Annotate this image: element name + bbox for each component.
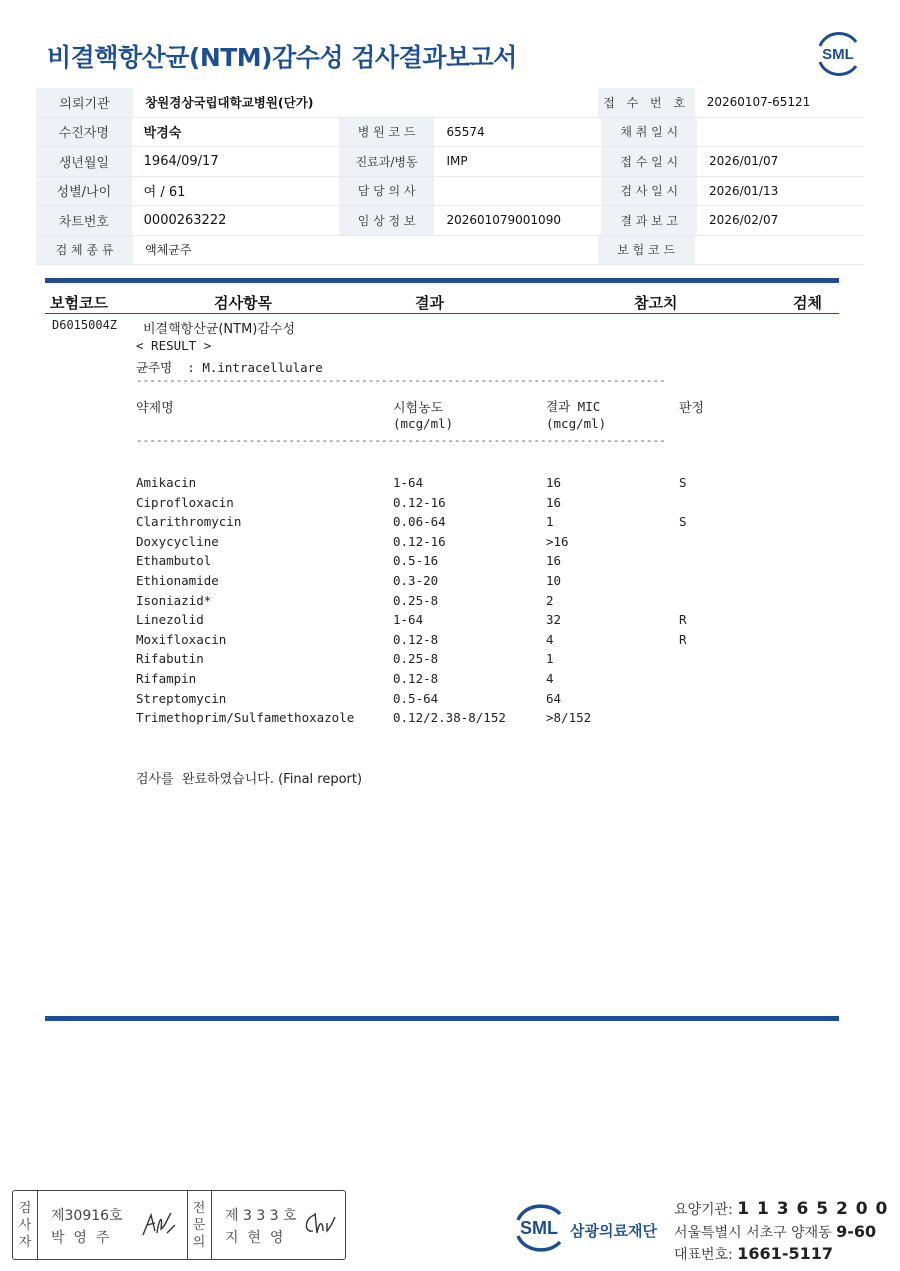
drug-mic-value: 16 [546, 475, 562, 490]
label-receipt-number: 접 수 번 호 [598, 88, 695, 117]
drug-row [136, 691, 736, 711]
drug-mic-value: >16 [546, 533, 569, 549]
drug-test-range: 0.06-64 [393, 514, 446, 530]
drug-test-range: 0.25-8 [393, 592, 439, 608]
phone-value: 1661-5117 [737, 1244, 833, 1263]
drug-mic-value: 10 [546, 573, 562, 588]
col-interpretation: 판정 [679, 401, 705, 416]
label-insurance-code: 보 험 코 드 [598, 236, 695, 265]
value-receipt-date: 2026/01/07 [709, 154, 779, 169]
sml-footer-logo-text: SML [520, 1218, 558, 1238]
drug-row [136, 632, 736, 652]
address [674, 1222, 876, 1242]
drug-name: Rifabutin [136, 651, 204, 667]
report-title: 비결핵항산균(NTM)감수성 검사결과보고서 [47, 43, 517, 72]
drug-interpretation: R [679, 612, 687, 628]
drug-row [136, 475, 736, 495]
label-patient-name: 수진자명 [36, 118, 132, 147]
drug-interpretation: S [679, 475, 687, 490]
specialist-license-number: 제 3 3 3 호 [225, 1208, 297, 1224]
info-row [36, 236, 864, 266]
specialist-signature [301, 1209, 337, 1239]
drug-mic-value: 16 [546, 553, 562, 569]
drug-mic-value: 4 [546, 631, 554, 647]
divider-bottom: -------------------------------------------------------------------------------- [136, 434, 666, 447]
drug-test-range: 0.3-20 [393, 573, 439, 588]
drug-name: Ciprofloxacin [136, 494, 234, 510]
label-collection-date: 채 취 일 시 [601, 118, 697, 147]
drug-row [136, 534, 736, 554]
col-test-range: 시험농도 [393, 401, 444, 416]
drug-name: Moxifloxacin [136, 631, 227, 647]
drug-test-range: 0.12-16 [393, 494, 446, 510]
drug-test-range: 0.12-16 [393, 533, 446, 549]
final-report-note: 검사를 완료하였습니다. (Final report) [136, 772, 363, 787]
phone-label: 대표번호: [674, 1247, 733, 1263]
col-mic: 결과 MIC [546, 399, 601, 414]
drug-mic-value: 64 [546, 690, 562, 706]
tester-label-char: 사 [18, 1217, 32, 1233]
drug-row [136, 671, 736, 691]
drug-test-range: 0.12-8 [393, 631, 439, 647]
drug-name: Ethionamide [136, 573, 219, 588]
drug-mic-value: >8/152 [546, 710, 592, 726]
address-number: 9-60 [836, 1222, 877, 1241]
col-drug-name: 약제명 [136, 401, 174, 416]
top-divider [45, 278, 839, 283]
label-specimen-type: 검 체 종 류 [36, 236, 133, 265]
value-chart-number: 0000263222 [143, 212, 227, 228]
drug-interpretation: S [679, 514, 687, 530]
specialist-label-char: 문 [192, 1217, 206, 1233]
drug-name: Ethambutol [136, 553, 212, 569]
drug-name: Doxycycline [136, 533, 219, 549]
specialist-label [187, 1191, 212, 1259]
value-insurance-code [695, 236, 864, 265]
value-hospital-code: 65574 [446, 124, 485, 139]
drug-row [136, 553, 736, 573]
col-header-reference: 참고치 [634, 294, 678, 312]
label-department: 진료과/병동 [339, 147, 435, 176]
value-specimen-type: 액체균주 [145, 243, 192, 258]
value-collection-date [697, 118, 864, 147]
tester-label [13, 1191, 38, 1259]
value-receipt-number: 20260107-65121 [706, 95, 811, 110]
tester-name: 박 영 주 [51, 1230, 110, 1246]
label-birth-date: 생년월일 [36, 147, 132, 176]
drug-test-range: 0.12/2.38-8/152 [393, 710, 506, 726]
tester-signature [141, 1209, 177, 1239]
tester-license-number: 제30916호 [51, 1208, 123, 1224]
drug-row [136, 651, 736, 671]
drug-name: Trimethoprim/Sulfamethoxazole [136, 710, 355, 726]
drug-test-range: 0.12-8 [393, 671, 439, 686]
foundation-name: 삼광의료재단 [570, 1222, 657, 1240]
drug-row [136, 593, 736, 613]
drug-test-range: 0.5-64 [393, 690, 439, 706]
specialist-cell [211, 1191, 343, 1259]
drug-row [136, 495, 736, 515]
value-report-date: 2026/02/07 [709, 213, 779, 228]
drug-name: Isoniazid* [136, 592, 212, 608]
info-row [36, 206, 864, 236]
label-clinical-info: 임 상 정 보 [339, 206, 435, 235]
drug-mic-value: 1 [546, 514, 554, 530]
label-receipt-date: 접 수 일 시 [601, 147, 697, 176]
result-code: D6015004Z [52, 318, 118, 332]
label-sex-age: 성별/나이 [36, 177, 132, 206]
drug-mic-value: 16 [546, 494, 562, 510]
col-header-test-item: 검사항목 [214, 294, 272, 312]
signature-box [12, 1190, 346, 1260]
drug-row [136, 514, 736, 534]
value-test-date: 2026/01/13 [709, 183, 779, 198]
header-underline [45, 313, 839, 314]
drug-name: Streptomycin [136, 690, 227, 706]
drug-mic-value: 32 [546, 612, 562, 628]
info-row [36, 88, 864, 118]
value-requesting-institution: 창원경상국립대학교병원(단가) [145, 95, 314, 111]
address-text: 서울특별시 서초구 양재동 [674, 1225, 832, 1241]
label-hospital-code: 병 원 코 드 [339, 118, 435, 147]
info-row [36, 147, 864, 177]
tester-label-char: 검 [18, 1200, 32, 1216]
value-birth-date: 1964/09/17 [143, 153, 219, 169]
organism-name: 균주명 : M.intracellulare [136, 360, 323, 375]
col-header-result: 결과 [415, 294, 444, 312]
col-header-insurance-code: 보험코드 [50, 294, 108, 312]
specialist-label-char: 의 [192, 1234, 206, 1250]
col-mic-unit: (mcg/ml) [546, 416, 607, 431]
drug-test-range: 0.5-16 [393, 553, 439, 569]
label-test-date: 검 사 일 시 [601, 177, 697, 206]
result-tag: < RESULT > [136, 338, 212, 353]
value-department: IMP [446, 154, 468, 169]
divider-top: -------------------------------------------------------------------------------- [136, 374, 666, 387]
specialist-label-char: 전 [192, 1200, 206, 1216]
tester-cell [37, 1191, 188, 1259]
sml-logo-text: SML [822, 46, 854, 63]
drug-name: Clarithromycin [136, 514, 242, 530]
drug-test-range: 0.25-8 [393, 651, 439, 667]
drug-row [136, 573, 736, 593]
drug-name: Amikacin [136, 475, 197, 490]
value-patient-name: 박경숙 [143, 126, 182, 142]
sml-footer-logo [510, 1200, 568, 1254]
label-physician: 담 당 의 사 [339, 177, 435, 206]
drug-name: Rifampin [136, 671, 197, 686]
result-test-name: 비결핵항산균(NTM)감수성 [143, 322, 296, 337]
value-sex-age: 여 / 61 [143, 185, 186, 201]
drug-mic-value: 2 [546, 592, 554, 608]
drug-interpretation: R [679, 631, 687, 647]
sml-logo [812, 28, 864, 78]
drug-row [136, 710, 736, 730]
drug-mic-value: 1 [546, 651, 554, 667]
drug-row [136, 612, 736, 632]
specialist-name: 지 현 영 [225, 1230, 284, 1246]
bottom-divider [45, 1016, 839, 1021]
drug-test-range: 1-64 [393, 475, 424, 490]
phone [674, 1244, 833, 1264]
drug-name: Linezolid [136, 612, 204, 628]
info-row [36, 118, 864, 148]
institution-code-value: 1 1 3 6 5 2 0 0 [737, 1199, 889, 1219]
drug-mic-value: 4 [546, 671, 554, 686]
col-test-range-unit: (mcg/ml) [393, 416, 454, 431]
tester-label-char: 자 [18, 1234, 32, 1250]
value-physician [434, 177, 601, 206]
info-row [36, 177, 864, 207]
label-report-date: 결 과 보 고 [601, 206, 697, 235]
col-header-specimen: 검체 [793, 294, 822, 312]
label-requesting-institution: 의뢰기관 [36, 88, 133, 117]
institution-code [674, 1199, 888, 1219]
value-clinical-info: 202601079001090 [446, 213, 561, 228]
label-chart-number: 차트번호 [36, 206, 132, 235]
patient-info-table [36, 88, 864, 265]
institution-code-label: 요양기관: [674, 1202, 733, 1218]
drug-test-range: 1-64 [393, 612, 424, 628]
